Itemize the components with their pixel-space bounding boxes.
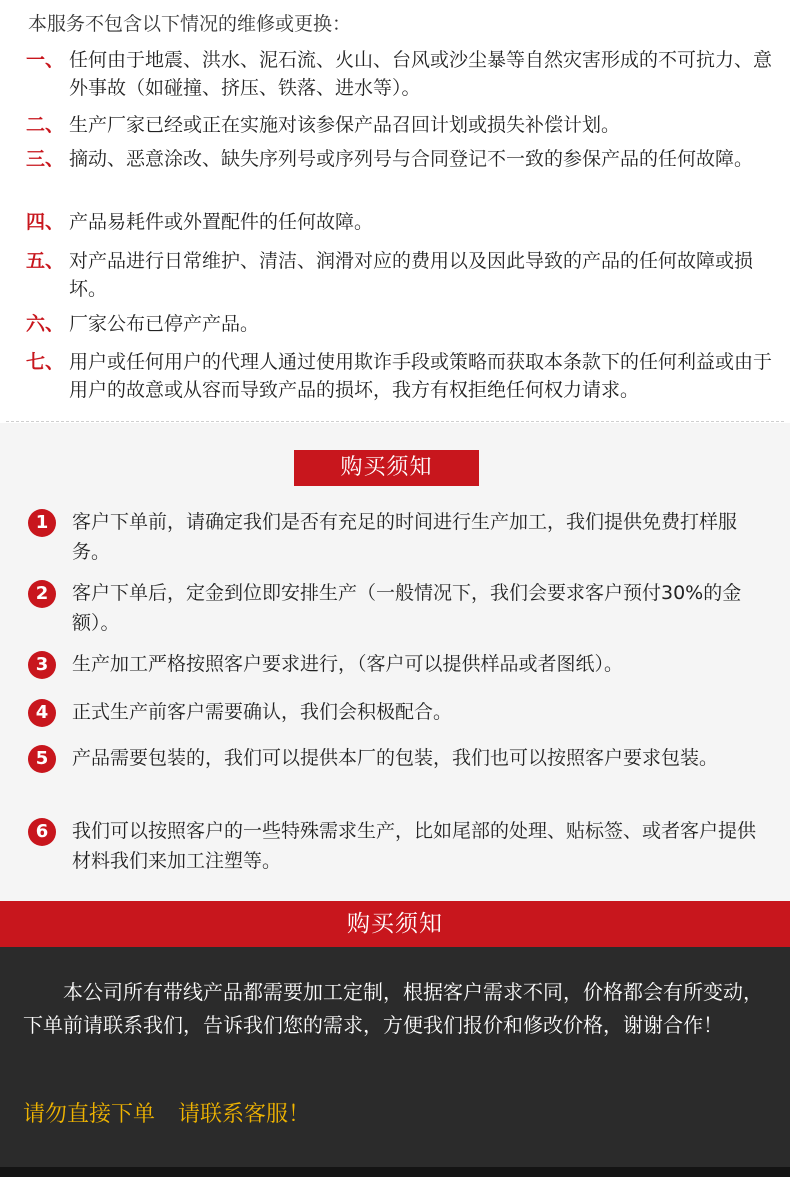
exclusion-text: 对产品进行日常维护、清洁、润滑对应的费用以及因此导致的产品的任何故障或损坏。 <box>69 250 754 300</box>
exclusion-text: 产品易耗件或外置配件的任何故障。 <box>69 211 374 233</box>
bottom-bar <box>0 1167 790 1177</box>
notice-text: 本公司所有带线产品都需要加工定制，根据客户需求不同，价格都会有所变动，下单前请联系我们，告诉我们您的需求，方便我们报价和修改价格，谢谢合作！ <box>23 980 763 1037</box>
dashed-divider <box>6 421 784 422</box>
exclusion-number: 二、 <box>26 114 65 136</box>
step-text: 生产加工严格按照客户要求进行，（客户可以提供样品或者图纸）。 <box>72 653 624 675</box>
exclusion-text: 厂家公布已停产产品。 <box>69 313 260 335</box>
step-text: 产品需要包装的，我们可以提供本厂的包装，我们也可以按照客户要求包装。 <box>72 747 719 769</box>
step-number-icon: 3 <box>28 651 56 679</box>
step-number-icon: 2 <box>28 580 56 608</box>
exclusion-number: 六、 <box>26 313 65 335</box>
notice-section <box>0 947 790 1177</box>
purchase-notes-section <box>0 423 790 901</box>
purchase-notes-title: 购买须知 <box>294 450 479 486</box>
step-text: 客户下单后，定金到位即安排生产（一般情况下，我们会要求客户预付30%的金额）。 <box>72 582 742 634</box>
exclusions-section <box>0 0 790 422</box>
contact-warning <box>23 1100 326 1130</box>
step-text: 正式生产前客户需要确认，我们会积极配合。 <box>72 701 453 723</box>
banner-title: 购买须知 <box>347 911 443 937</box>
exclusion-number: 七、 <box>26 351 65 373</box>
step-text: 客户下单前，请确定我们是否有充足的时间进行生产加工，我们提供免费打样服务。 <box>72 511 738 563</box>
purchase-notes-banner <box>0 901 790 947</box>
exclusion-text: 生产厂家已经或正在实施对该参保产品召回计划或损失补偿计划。 <box>69 114 621 136</box>
exclusion-number: 五、 <box>26 250 65 272</box>
warning-contact-service: 请联系客服！ <box>178 1102 311 1127</box>
exclusion-number: 一、 <box>26 49 65 71</box>
exclusion-text: 摘动、恶意涂改、缺失序列号或序列号与合同登记不一致的参保产品的任何故障。 <box>69 148 754 170</box>
step-number-icon: 4 <box>28 699 56 727</box>
step-text: 我们可以按照客户的一些特殊需求生产，比如尾部的处理、贴标签、或者客户提供材料我们来加工注塑等。 <box>72 820 757 872</box>
step-number-icon: 6 <box>28 818 56 846</box>
exclusion-number: 三、 <box>26 148 65 170</box>
exclusion-text: 任何由于地震、洪水、泥石流、火山、台风或沙尘暴等自然灾害形成的不可抗力、意外事故（如碰撞、挤压、铁落、进水等）。 <box>69 49 773 99</box>
warning-no-direct-order: 请勿直接下单 <box>23 1102 156 1127</box>
step-number-icon: 5 <box>28 745 56 773</box>
step-number-icon: 1 <box>28 509 56 537</box>
exclusion-number: 四、 <box>26 211 65 233</box>
exclusion-text: 用户或任何用户的代理人通过使用欺诈手段或策略而获取本条款下的任何利益或由于用户的故意或从容而导致产品的损坏，我方有权拒绝任何权力请求。 <box>69 351 773 401</box>
exclusions-intro: 本服务不包含以下情况的维修或更换： <box>28 13 352 35</box>
